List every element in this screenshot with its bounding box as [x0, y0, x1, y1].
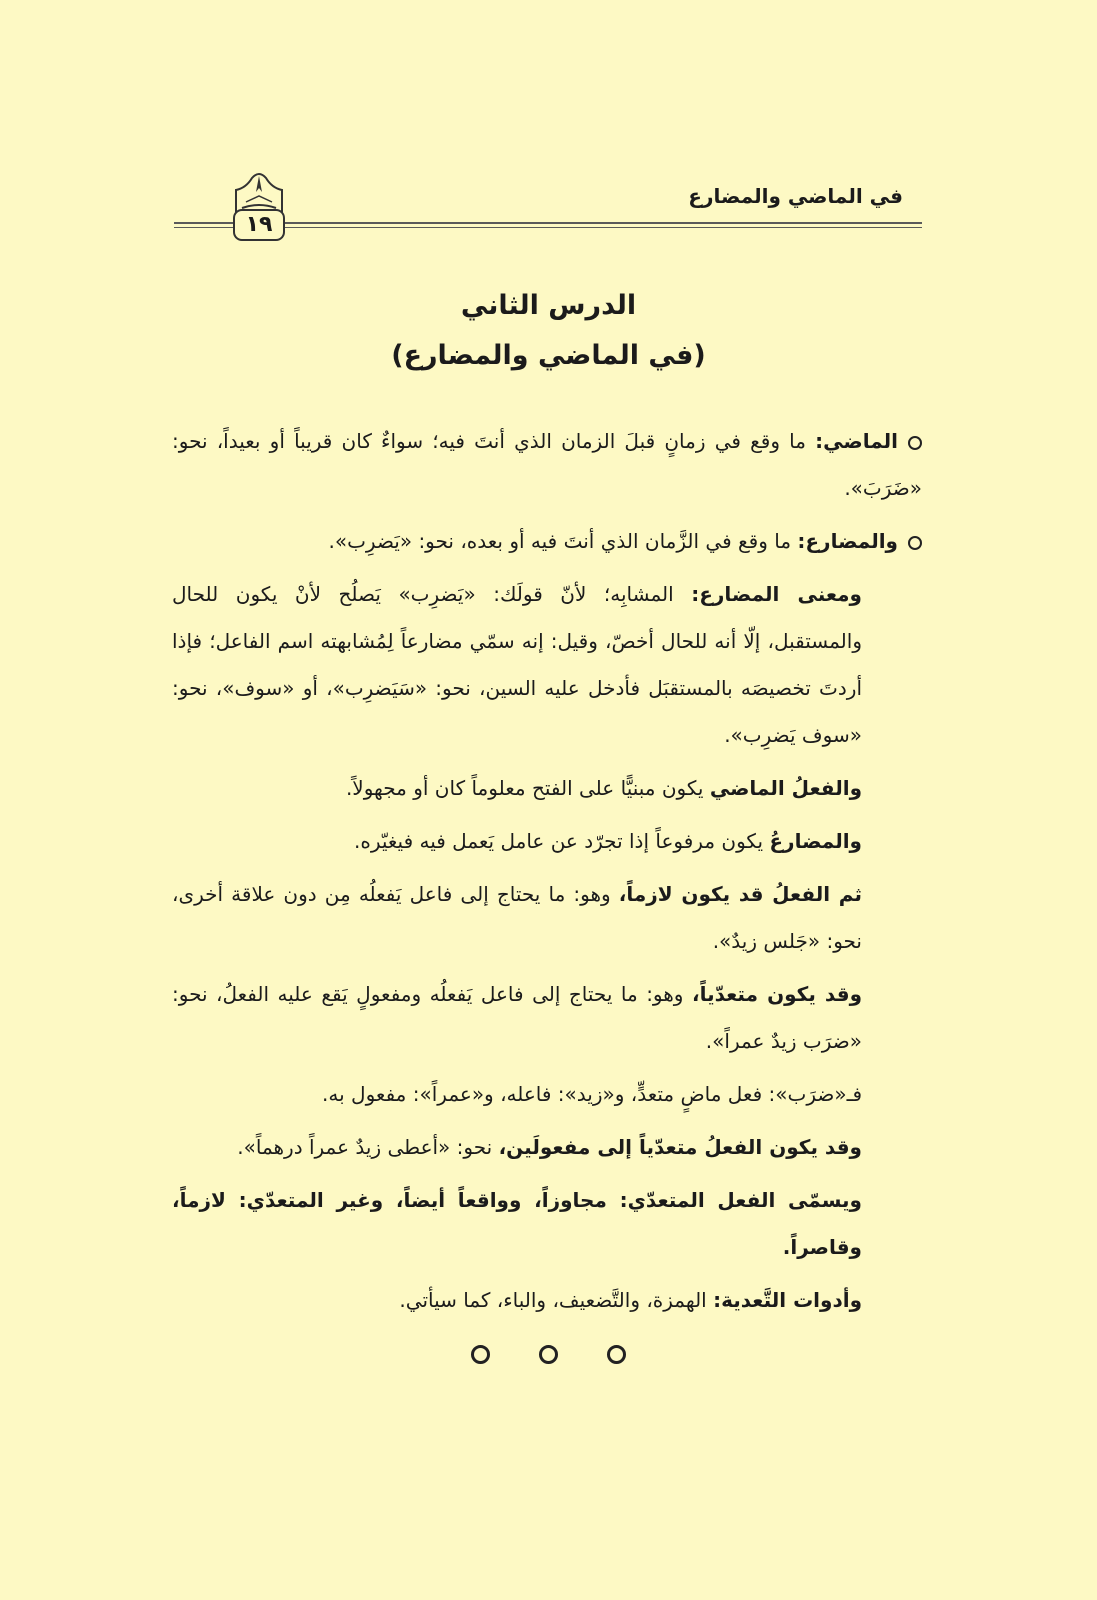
term-double-object: وقد يكون الفعلُ متعدّياً إلى مفعولَين،: [498, 1135, 862, 1159]
paragraph-present-verb: [172, 818, 922, 865]
term-intransitive: ثم الفعلُ قد يكون لازماً،: [618, 882, 862, 906]
lesson-body: [172, 418, 922, 1330]
circle-ornament-icon: [471, 1345, 490, 1364]
circle-ornament-icon: [607, 1345, 626, 1364]
definition-present-verb: يكون مرفوعاً إذا تجرّد عن عامل يَعمل فيه فيغيّره.: [354, 829, 770, 853]
circle-ornament-icon: [539, 1345, 558, 1364]
definition-tools: الهمزة، والتَّضعيف، والباء، كما سيأتي.: [399, 1288, 714, 1312]
definition-past-verb: يكون مبنيًّا على الفتح معلوماً كان أو مجهولاً.: [345, 776, 710, 800]
term-present: والمضارع:: [797, 529, 898, 553]
term-naming: ويسمّى الفعل المتعدّي: مجاوزاً، وواقعاً أيضاً، وغير المتعدّي: لازماً، وقاصراً.: [172, 1188, 862, 1259]
lesson-subtitle: (في الماضي والمضارع): [391, 340, 706, 371]
term-meaning: ومعنى المضارع:: [691, 582, 862, 606]
definition-intransitive: وهو: ما يحتاج إلى فاعل يَفعلُه مِن دون علاقة أخرى، نحو: «جَلس زيدٌ».: [172, 882, 862, 953]
paragraph-present: [172, 518, 922, 565]
paragraph-past: [172, 418, 922, 512]
paragraph-meaning: [172, 571, 922, 759]
definition-meaning: المشابِه؛ لأنّ قولَك: «يَضرِب» يَصلُح لأنْ يكون للحال والمستقبل، إلّا أنه للحال أخصّ، وقيل: إنه سمّي مضارعاً لِمُشابهته اسم الفاعل؛ فإذا أردتَ تخصيصَه بالمستقبَل فأدخل عليه السين، نحو: «سَيَضرِب»، أو «سوف»، نحو: «سوف يَضرِب».: [172, 582, 862, 747]
circle-bullet-icon: [908, 436, 922, 450]
running-title: في الماضي والمضارع: [688, 184, 903, 208]
definition-present: ما وقع في الزَّمان الذي أنتَ فيه أو بعده، نحو: «يَضرِب».: [328, 529, 798, 553]
definition-past: ما وقع في زمانٍ قبلَ الزمان الذي أنتَ فيه؛ سواءٌ كان قريباً أو بعيداً، نحو: «ضَرَبَ».: [172, 429, 922, 500]
term-past: الماضي:: [815, 429, 898, 453]
paragraph-past-verb: [172, 765, 922, 812]
paragraph-naming: [172, 1177, 922, 1271]
definition-double-object: نحو: «أعطى زيدٌ عمراً درهماً».: [237, 1135, 499, 1159]
lesson-title: الدرس الثاني: [460, 290, 637, 321]
paragraph-transitive: [172, 971, 922, 1065]
paragraph-intransitive: [172, 871, 922, 965]
term-transitive: وقد يكون متعدّياً،: [691, 982, 863, 1006]
paragraph-tools: [172, 1277, 922, 1324]
circle-bullet-icon: [908, 536, 922, 550]
section-end-marks: [0, 1345, 1097, 1368]
paragraph-double-object: [172, 1124, 922, 1171]
term-present-verb: والمضارعُ: [769, 829, 862, 853]
definition-transitive: وهو: ما يحتاج إلى فاعل يَفعلُه ومفعولٍ يَقع عليه الفعلُ، نحو: «ضرَب زيدٌ عمراً».: [172, 982, 862, 1053]
term-tools: وأدوات التَّعدية:: [713, 1288, 862, 1312]
parsing-example: فـ«ضرَب»: فعل ماضٍ متعدٍّ، و«زيد»: فاعله، و«عمراً»: مفعول به.: [322, 1082, 862, 1106]
page-number: ١٩: [245, 212, 273, 237]
paragraph-parsing: [172, 1071, 922, 1118]
term-past-verb: والفعلُ الماضي: [709, 776, 862, 800]
